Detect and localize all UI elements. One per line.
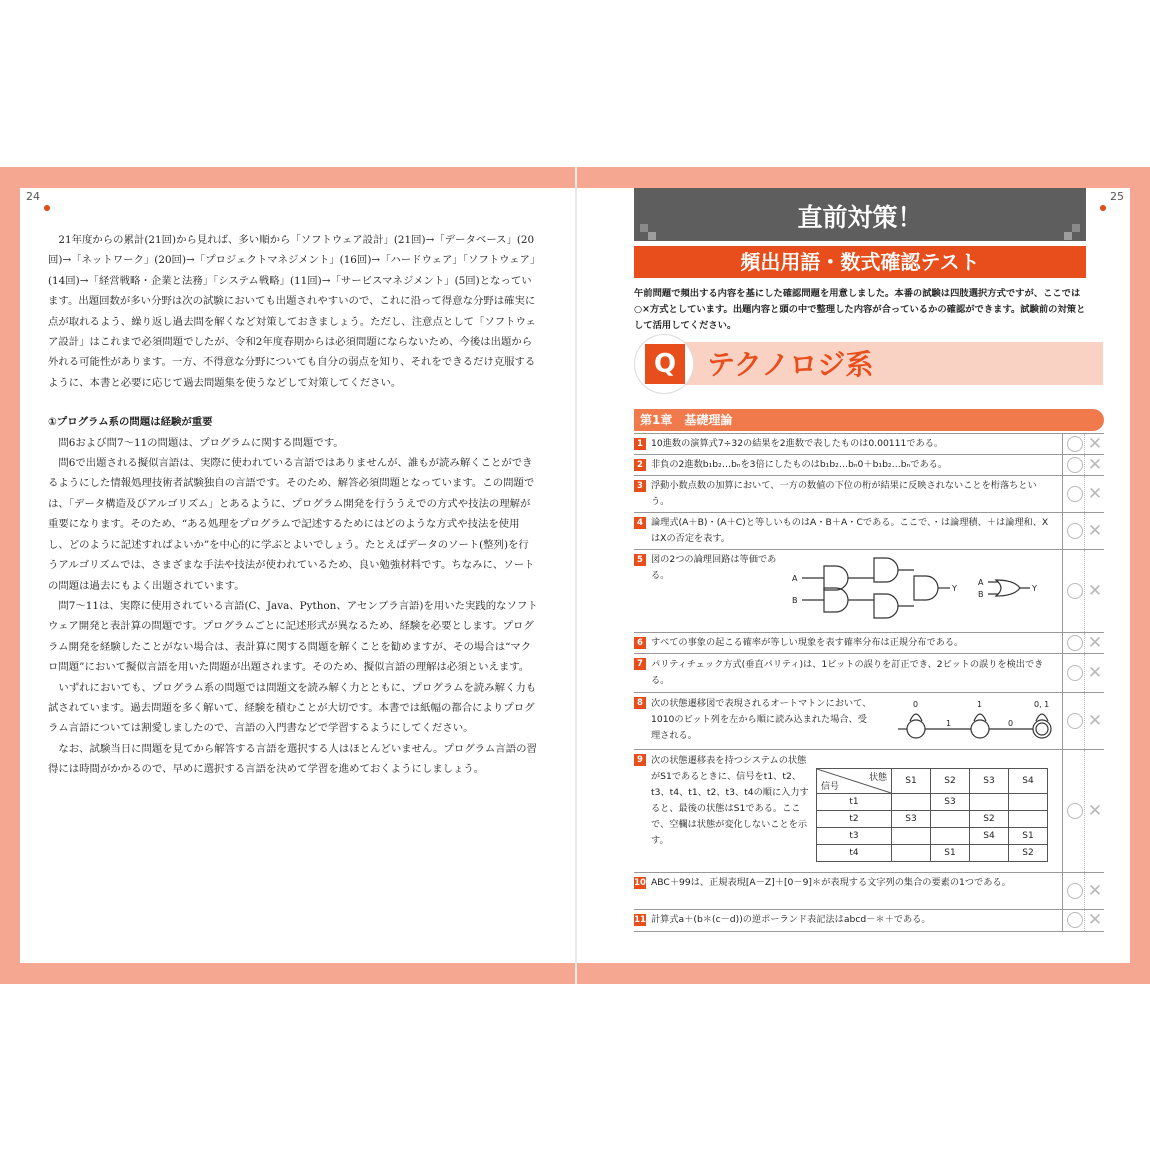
table-row: [817, 811, 1048, 828]
left-page: [20, 188, 575, 963]
question-number: 7: [634, 658, 646, 670]
state-cell: [1009, 794, 1048, 811]
cross-answer-button[interactable]: ✕: [1087, 910, 1103, 930]
answer-cell: [1062, 654, 1105, 692]
paragraph: 問6で出題される擬似言語は、実際に使われている言語ではありませんが、誰もが読み解くことができるようにした情報処理技術者試験独自の言語です。そのため、解答必須問題となっています。この問題では、「データ構造及びアルゴリズム」とあるように、プログラム開発を行ううえでの方式や技法の理解が重要になります。そのため、“ある処理をプログラムで記述するためにはどのような方式や技法を使用し、どのように記述すればよいか”を中心的に学ぶとよいでしょう。たとえばデータのソート(整列)を行うアルゴリズムでは、さまざまな手法や技法が使われているため、良い勉強材料です。ちなみに、ソートの問題は過去にもよく出題されています。: [48, 457, 535, 592]
answer-cell: [1062, 455, 1105, 475]
question-row: [634, 633, 1104, 654]
state-cell: S4: [970, 828, 1009, 845]
intro-text: 午前問題で頻出する内容を基にした確認問題を用意しました。本番の試験は四肢選択方式ですが、ここでは○×方式としています。出題内容と頭の中で整理した内容が合っているかの確認ができます。試験前の対策として活用してください。: [634, 288, 1086, 331]
answer-cell: [1062, 476, 1105, 512]
cross-answer-button[interactable]: ✕: [1087, 711, 1103, 731]
page-dot: [1100, 205, 1106, 211]
page-number-right: 25: [1110, 190, 1124, 203]
question-text: パリティチェック方式(垂直パリティ)は、1ビットの誤りを訂正でき、2ビットの誤りを検出できる。: [651, 659, 1044, 686]
question-text: 計算式a＋(b＊(c－d))の逆ポーランド表記法はabcd－＊＋である。: [651, 914, 931, 925]
cross-answer-button[interactable]: ✕: [1087, 881, 1103, 901]
state-header: S4: [1009, 769, 1048, 794]
section-heading: ①プログラム系の問題は経験が重要: [48, 416, 213, 429]
circle-answer-button[interactable]: [1067, 803, 1083, 819]
question-row: [634, 654, 1104, 693]
table-row: [817, 845, 1048, 862]
signal-cell: t4: [817, 845, 892, 862]
state-cell: [970, 794, 1009, 811]
question-row: [634, 550, 1104, 633]
table-row: [817, 828, 1048, 845]
automaton-label: 1: [946, 719, 952, 728]
question-number: 5: [634, 554, 646, 566]
state-transition-diagram: [896, 695, 1056, 747]
pixel-decoration: [1064, 232, 1072, 240]
automaton-label: 0: [1008, 719, 1014, 728]
answer-cell: [1062, 750, 1105, 872]
automaton-label: 0: [913, 700, 919, 709]
question-row: [634, 476, 1104, 513]
question-number: 3: [634, 480, 646, 492]
circuit-label-y: Y: [952, 584, 957, 593]
banner-title: 直前対策！: [797, 203, 923, 232]
book-spine: [575, 167, 577, 984]
question-text: 図の2つの論理回路は等価である。: [651, 554, 777, 581]
question-row: [634, 434, 1104, 455]
state-cell: S2: [1009, 845, 1048, 862]
circuit-label-y: Y: [1032, 584, 1037, 593]
state-cell: [970, 845, 1009, 862]
question-row: [634, 693, 1104, 750]
answer-cell: [1062, 873, 1105, 909]
state-cell: [892, 828, 931, 845]
table-corner: [817, 769, 892, 794]
question-row: [634, 750, 1104, 873]
circle-answer-button[interactable]: [1067, 635, 1083, 651]
pixel-decoration: [640, 224, 648, 232]
state-cell: [931, 811, 970, 828]
signal-cell: t3: [817, 828, 892, 845]
circuit-label-b: B: [978, 590, 984, 599]
answer-cell: [1062, 513, 1105, 549]
circle-answer-button[interactable]: [1067, 665, 1083, 681]
question-text: ABC＋99は、正規表現[A－Z]＋[0－9]＊が表現する文字列の集合の要素の1つである。: [651, 877, 1011, 888]
body-text: [48, 230, 538, 780]
answer-cell: [1062, 550, 1105, 632]
circle-answer-button[interactable]: [1067, 486, 1083, 502]
answer-cell: [1062, 633, 1105, 653]
corner-label-state: 状態: [868, 773, 887, 783]
title-banner: [634, 188, 1086, 241]
cross-answer-button[interactable]: ✕: [1087, 663, 1103, 683]
question-row: [634, 910, 1104, 932]
question-row: [634, 513, 1104, 550]
state-cell: S2: [970, 811, 1009, 828]
cross-answer-button[interactable]: ✕: [1087, 434, 1103, 454]
state-cell: S3: [931, 794, 970, 811]
signal-cell: t1: [817, 794, 892, 811]
page-number-left: 24: [26, 190, 40, 203]
state-cell: [1009, 811, 1048, 828]
question-text: 浮動小数点数の加算において、一方の数値の下位の桁が結果に反映されないことを桁落ちという。: [651, 480, 1037, 507]
cross-answer-button[interactable]: ✕: [1087, 581, 1103, 601]
logic-circuit-diagram: [784, 554, 1054, 630]
answer-cell: [1062, 910, 1105, 931]
section-title: テクノロジ系: [707, 348, 874, 381]
cross-answer-button[interactable]: ✕: [1087, 484, 1103, 504]
circuit-label-a: A: [978, 578, 984, 587]
state-header: S1: [892, 769, 931, 794]
question-number: 6: [634, 637, 646, 649]
state-header: S3: [970, 769, 1009, 794]
answer-cell: [1062, 693, 1105, 749]
pixel-decoration: [1072, 224, 1080, 232]
state-cell: S1: [931, 845, 970, 862]
page-dot: [44, 205, 50, 211]
pixel-decoration: [648, 232, 656, 240]
question-number: 10: [634, 878, 646, 888]
state-cell: S3: [892, 811, 931, 828]
state-cell: [892, 845, 931, 862]
circle-answer-button[interactable]: [1067, 883, 1083, 899]
sub-banner: 頻出用語・数式確認テスト: [634, 246, 1086, 278]
circle-answer-button[interactable]: [1067, 583, 1083, 599]
automaton-label: 1: [977, 700, 983, 709]
q-badge: Q: [645, 344, 685, 384]
question-text: 次の状態遷移表を持つシステムの状態がS1であるときに、信号をt1、t2、t3、t4、t1、t2、t3、t4の順に入力すると、最後の状態はS1である。ここで、空欄は状態が変化しないことを示す。: [651, 755, 809, 846]
answer-cell: [1062, 434, 1105, 454]
question-number: 4: [634, 517, 646, 529]
question-row: [634, 455, 1104, 476]
chapter-header: 第1章 基礎理論: [634, 409, 1104, 431]
question-row: [634, 873, 1104, 910]
automaton-label: 0, 1: [1034, 700, 1050, 709]
state-cell: [931, 828, 970, 845]
state-transition-table: [816, 768, 1048, 862]
paragraph: 21年度からの累計(21回)から見れば、多い順から「ソフトウェア設計」(21回)→「データベース」(20回)→「ネットワーク」(20回)→「プロジェクトマネジメント」(16回)→「ハードウェア」「ソフトウェア」(14回)→「経営戦略・企業と法務」「システム戦略」(11回)→「サービスマネジメント」(5回)となっています。出題回数が多い分野は次の試験においても出題されやすいので、これに沿って得意な分野は確実に点が取れるよう、繰り返し過去問を解くなど対策しておきましょう。ただし、注意点として「ソフトウェア設計」はこれまで必須問題でしたが、令和2年度春期からは必須問題にならないため、今後は出題から外れる可能性があります。一方、不得意な分野についても自分の弱点を知り、それをできるだけ克服するように、本書と必要に応じて過去問題集を使うなどして対策してください。: [48, 234, 536, 389]
state-header: S2: [931, 769, 970, 794]
paragraph: 問7～11は、実際に使用されている言語(C、Java、Python、アセンブラ言語)を用いた実践的なソフトウェア開発と表計算の問題です。プログラムごとに記述形式が異なるため、経験を必要とします。プログラム開発を経験したことがない場合は、表計算に関する問題を解くことを勧めますが、その場合は“マクロ問題”において擬似言語を用いた問題が出題されます。そのため、擬似言語の理解は必須といえます。: [48, 599, 538, 674]
circle-answer-button[interactable]: [1067, 713, 1083, 729]
table-row: [817, 794, 1048, 811]
question-number: 1: [634, 438, 646, 450]
question-number: 11: [634, 915, 646, 925]
circle-answer-button[interactable]: [1067, 436, 1083, 452]
question-text: 次の状態遷移図で表現されるオートマトンにおいて、1010のビット列を左から順に読み込まれた場合、受理される。: [651, 698, 872, 741]
circle-answer-button[interactable]: [1067, 457, 1083, 473]
question-text: 10進数の演算式7÷32の結果を2進数で表したものは0.00111である。: [651, 438, 944, 449]
circle-answer-button[interactable]: [1067, 523, 1083, 539]
circuit-label-a: A: [792, 574, 798, 583]
paragraph: いずれにおいても、プログラム系の問題では問題文を読み解く力とともに、プログラムを読み解く力も試されています。過去問題を多く解いて、経験を積むことが大切です。本書では紙幅の都合によりプログラム言語については割愛しましたので、言語の入門書などで学習するようにしてください。: [48, 681, 537, 735]
corner-label-signal: 信号: [821, 782, 840, 792]
circuit-label-b: B: [792, 596, 798, 605]
state-cell: S1: [1009, 828, 1048, 845]
right-page: [577, 188, 1130, 963]
cross-answer-button[interactable]: ✕: [1087, 633, 1103, 653]
signal-cell: t2: [817, 811, 892, 828]
cross-answer-button[interactable]: ✕: [1087, 801, 1103, 821]
question-number: 8: [634, 697, 646, 709]
question-number: 2: [634, 459, 646, 471]
question-number: 9: [634, 754, 646, 766]
question-text: すべての事象の起こる確率が等しい現象を表す確率分布は正規分布である。: [651, 637, 964, 648]
cross-answer-button[interactable]: ✕: [1087, 455, 1103, 475]
question-table: [634, 433, 1104, 932]
circle-answer-button[interactable]: [1067, 912, 1083, 928]
cross-answer-button[interactable]: ✕: [1087, 521, 1103, 541]
paragraph: 問6および問7～11の問題は、プログラムに関する問題です。: [58, 436, 344, 449]
state-cell: [892, 794, 931, 811]
paragraph: なお、試験当日に問題を見てから解答する言語を選択する人はほとんどいません。プログラム言語の習得には時間がかかるので、早めに選択する言語を決めて学習を進めておくようにしましょう。: [48, 742, 537, 776]
question-text: 非負の2進数b₁b₂…bₙを3倍にしたものはb₁b₂…bₙ0＋b₁b₂…bₙである。: [651, 459, 948, 470]
question-text: 論理式(A＋B)・(A＋C)と等しいものはA・B＋A・Cである。ここで、・は論理積、＋は論理和、XはXの否定を表す。: [651, 517, 1049, 544]
